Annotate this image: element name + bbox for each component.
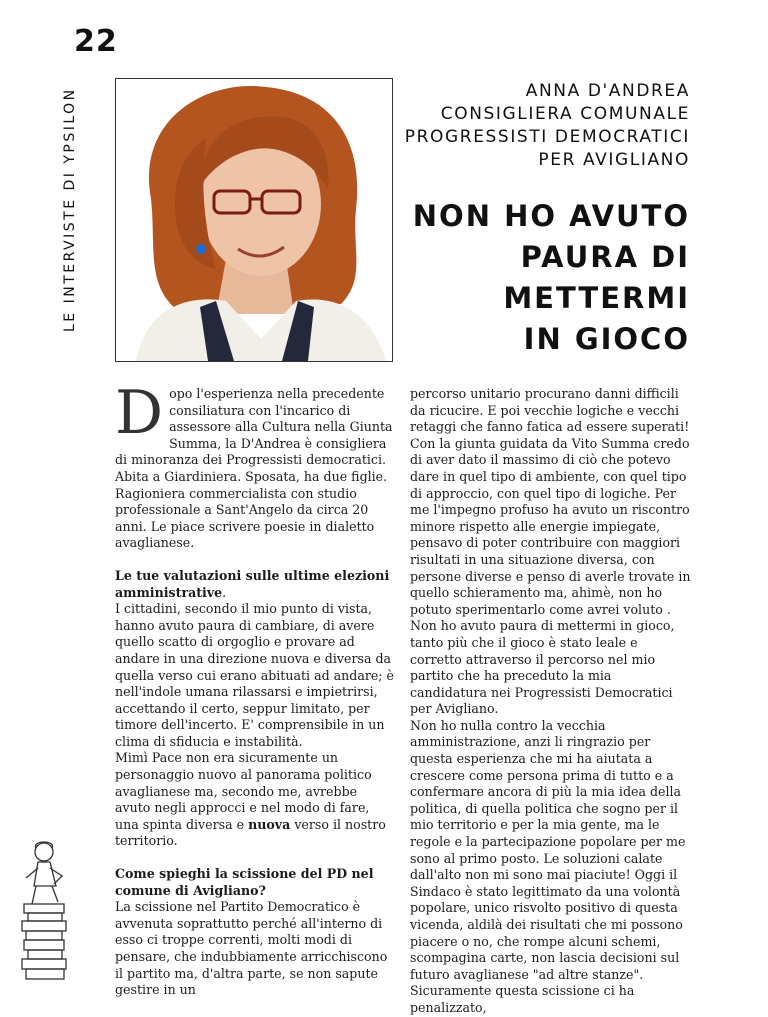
answer-1-text-end: verso il nostro territorio. bbox=[115, 816, 386, 849]
question-1-end: . bbox=[222, 584, 227, 600]
byline-role-line1: CONSIGLIERA COMUNALE bbox=[440, 104, 690, 124]
dropcap: D bbox=[115, 378, 164, 448]
headline-line1: NON HO AVUTO bbox=[412, 199, 690, 233]
answer-2-left: La scissione nel Partito Democratico è avvenuta soprattutto perché all'interno di esso ci troppe correnti, molti modi di pensare, che indubbiamente arricchiscono il partito ma, d'altra parte, se non sapute gestire in un bbox=[115, 899, 388, 998]
question-1 bbox=[115, 568, 395, 601]
article-column-right bbox=[410, 386, 692, 1017]
answer-2-paragraph-2: Non ho nulla contro la vecchia amministrazione, anzi li ringrazio per questa esperienza che mi ha aiutata a crescere come persona prima di tutto e a confermare ancora di più la mia idea della politica, di quella politica che sogno per il mio territorio e per la mia gente, ma le regole e la partecipazione popolare per me sono al primo posto. Le soluzioni calate dall'alto non mi sono mai piaciute! Oggi il Sindaco è stato legittimato da una volontà popolare, unico risvolto positivo di questa vicenda, aldilà dei risultati che mi possono piacere o no, che rompe alcuni schemi, scompagina carte, non lascia decisioni sul futuro avaglianese "ad altre stanze". bbox=[410, 717, 686, 982]
headline bbox=[370, 196, 690, 360]
answer-1-paragraph-2 bbox=[115, 750, 395, 850]
girl-on-books-icon bbox=[16, 838, 74, 988]
intro-paragraph bbox=[115, 378, 395, 552]
answer-1-text-start: Mimì Pace non era sicuramente un personaggio nuovo al panorama politico avaglianese ma, secondo me, avrebbe avuto negli approcci e nel modo di fare, una spinta diversa e bbox=[115, 750, 372, 832]
portrait-photo bbox=[115, 78, 393, 362]
headline-line4: IN GIOCO bbox=[523, 322, 690, 356]
section-label: LE INTERVISTE DI YPSILON bbox=[62, 87, 78, 332]
page-number: 22 bbox=[74, 24, 118, 59]
byline bbox=[360, 80, 690, 172]
headline-line3: METTERMI bbox=[503, 281, 690, 315]
byline-name: ANNA D'ANDREA bbox=[525, 81, 690, 101]
answer-2-paragraph-3: Sicuramente questa scissione ci ha penalizzato, bbox=[410, 983, 635, 1015]
intro-text: opo l'esperienza nella precedente consiliatura con l'incarico di assessore alla Cultura nella Giunta Summa, la D'Andrea è consigliera di minoranza dei Progressisti democratici. Abita a Giardiniera. Sposata, ha due figlie. Ragioniera commercialista con studio professionale a Sant'Angelo da circa 20 anni. Le piace scrivere poesie in dialetto avaglianese. bbox=[115, 386, 393, 551]
question-2: Come spieghi la scissione del PD nel comune di Avigliano? bbox=[115, 866, 374, 898]
article-column-left bbox=[115, 378, 395, 999]
answer-1-bold-word: nuova bbox=[248, 816, 291, 832]
question-1-text: Le tue valutazioni sulle ultime elezioni amministrative bbox=[115, 567, 390, 600]
byline-role-line2: PROGRESSISTI DEMOCRATICI bbox=[404, 127, 690, 147]
answer-2-paragraph-1: percorso unitario procurano danni difficili da ricucire. E poi vecchie logiche e vecchi retaggi che fanno fatica ad essere superati! Con la giunta guidata da Vito Summa credo di aver dato il massimo di ciò che potevo dare in quel tipo di ambiente, con quel tipo di approccio, con quel tipo di logiche. Per me l'impegno profuso ha avuto un riscontro minore rispetto alle energie impiegate, pensavo di poter contribuire con maggiori risultati in una situazione diversa, con persone diverse e penso di averle trovate in quello schieramento ma, ahimè, non ho potuto sperimentarlo come avrei voluto . Non ho avuto paura di mettermi in gioco, tanto più che il gioco è stato leale e corretto attraverso il percorso nel mio partito che ha preceduto la mia candidatura nei Progressisti Democratici per Avigliano. bbox=[410, 386, 691, 717]
headline-line2: PAURA DI bbox=[520, 240, 690, 274]
answer-1-paragraph-1: I cittadini, secondo il mio punto di vista, hanno avuto paura di cambiare, di avere quello scatto di orgoglio e provare ad andare in una direzione nuova e diversa da quella verso cui erano abituati ad andare; è nell'indole umana rilassarsi e impietrirsi, accettando il certo, seppur limitato, per timore dell'incerto. E' comprensibile in un clima di sfiducia e instabilità. bbox=[115, 601, 395, 749]
byline-role-line3: PER AVIGLIANO bbox=[538, 150, 690, 170]
